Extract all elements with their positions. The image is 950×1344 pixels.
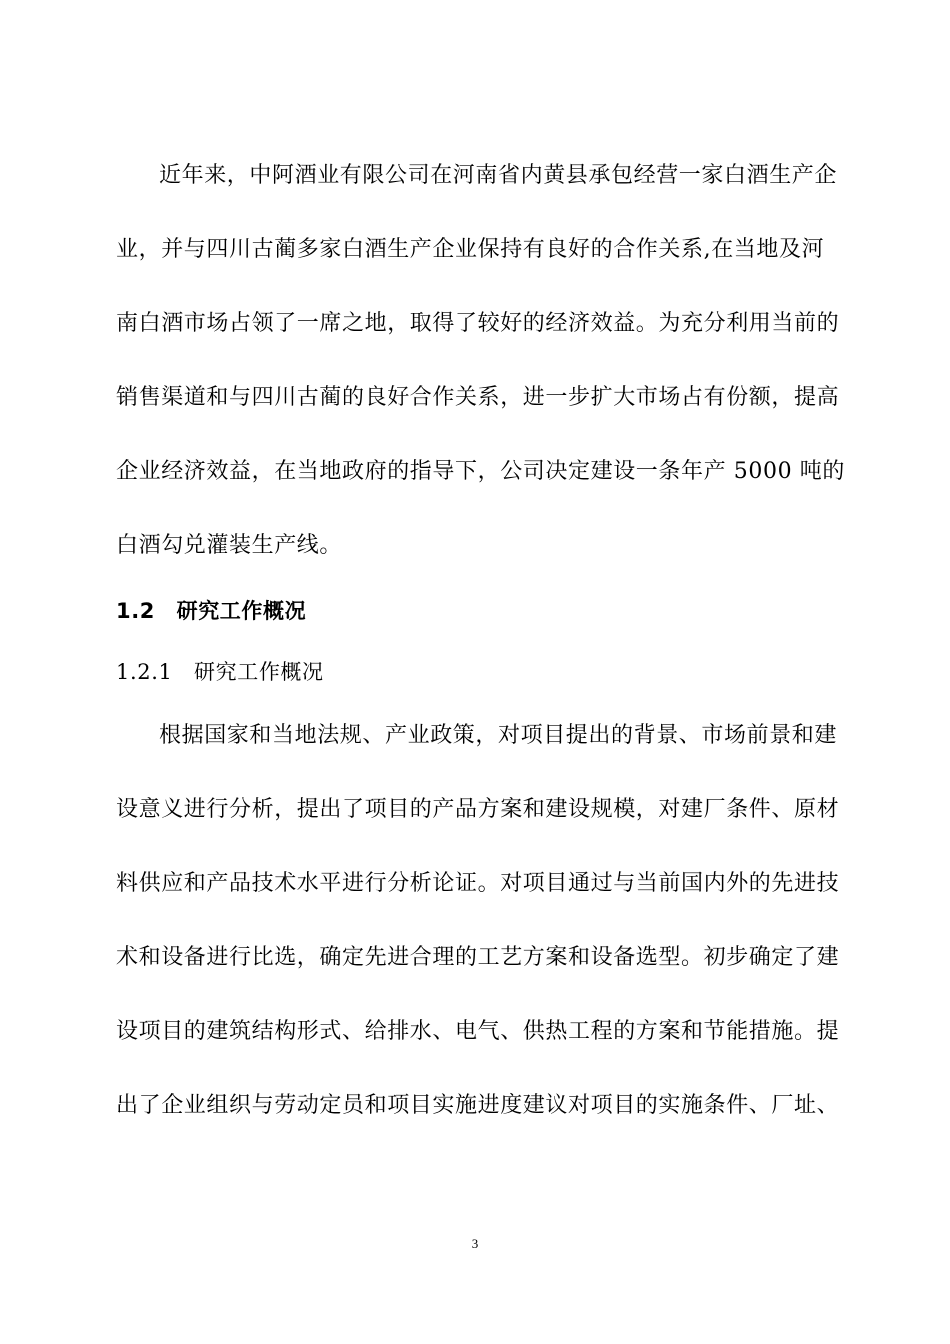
paragraph-line: 根据国家和当地法规、产业政策，对项目提出的背景、市场前景和建 [159,723,838,748]
section-heading: 1.2 研究工作概况 [116,599,307,623]
subsection-heading: 1.2.1 研究工作概况 [116,660,324,684]
page-number: 3 [471,1236,479,1251]
paragraph-line: 南白酒市场占领了一席之地，取得了较好的经济效益。为充分利用当前的 [116,311,840,336]
paragraph-line: 设意义进行分析，提出了项目的产品方案和建设规模，对建厂条件、原材 [116,797,840,822]
paragraph-line: 近年来，中阿酒业有限公司在河南省内黄县承包经营一家白酒生产企 [159,163,838,188]
paragraph-line: 销售渠道和与四川古蔺的良好合作关系，进一步扩大市场占有份额，提高 [116,385,840,410]
paragraph-line: 料供应和产品技术水平进行分析论证。对项目通过与当前国内外的先进技 [116,871,840,896]
paragraph-line: 出了企业组织与劳动定员和项目实施进度建议对项目的实施条件、厂址、 [116,1093,840,1118]
paragraph-line: 白酒勾兑灌装生产线。 [116,533,343,558]
paragraph-line: 设项目的建筑结构形式、给排水、电气、供热工程的方案和节能措施。提 [116,1019,840,1044]
paragraph-line: 企业经济效益，在当地政府的指导下，公司决定建设一条年产 5000 吨的 [116,459,845,484]
paragraph-line: 业，并与四川古蔺多家白酒生产企业保持有良好的合作关系,在当地及河 [116,237,825,262]
paragraph-line: 术和设备进行比选，确定先进合理的工艺方案和设备选型。初步确定了建 [116,945,840,970]
